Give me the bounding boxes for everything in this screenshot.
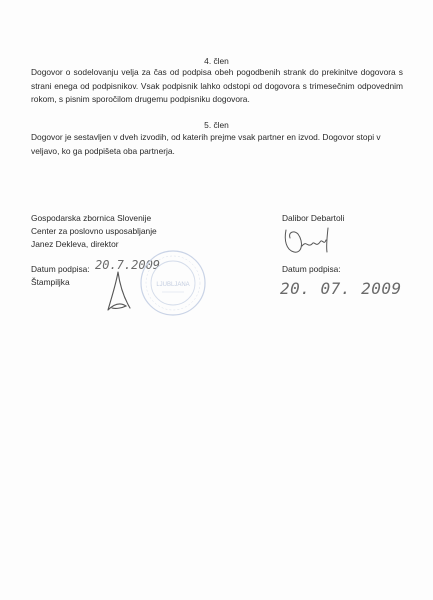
round-stamp xyxy=(138,248,208,318)
section-4-heading: 4. člen xyxy=(204,56,229,66)
left-stamp-label: Štampiljka xyxy=(31,277,70,287)
left-date-handwritten: 20.7.2009 xyxy=(95,258,161,272)
left-person: Janez Dekleva, direktor xyxy=(31,239,119,249)
left-date-label: Datum podpisa: xyxy=(31,264,90,274)
right-signature xyxy=(280,222,336,258)
stamp-text: LJUBLJANA xyxy=(156,282,190,288)
right-date-label: Datum podpisa: xyxy=(282,264,341,274)
right-name: Dalibor Debartoli xyxy=(282,213,345,223)
left-signature xyxy=(100,268,140,316)
left-org-line2: Center za poslovno usposabljanje xyxy=(31,226,157,236)
section-4-text: Dogovor o sodelovanju velja za čas od podpisa obeh pogodbenih strank do prekinitve dogovora s strani enega od podpisnikov. Vsak podpisnik lahko odstopi od dogovora s trimesečnim odpovednim rokom, s pisnim sporočilom drugemu podpisniku dogovora. xyxy=(31,67,403,104)
section-5-text: Dogovor je sestavljen v dveh izvodih, od katerih prejme vsak partner en izvod. Dogovor stopi v veljavo, ko ga podpišeta oba partnerja. xyxy=(31,132,381,156)
left-org-line1: Gospodarska zbornica Slovenije xyxy=(31,213,152,223)
right-date-handwritten: 20. 07. 2009 xyxy=(280,279,402,298)
section-5-heading: 5. člen xyxy=(204,120,229,130)
